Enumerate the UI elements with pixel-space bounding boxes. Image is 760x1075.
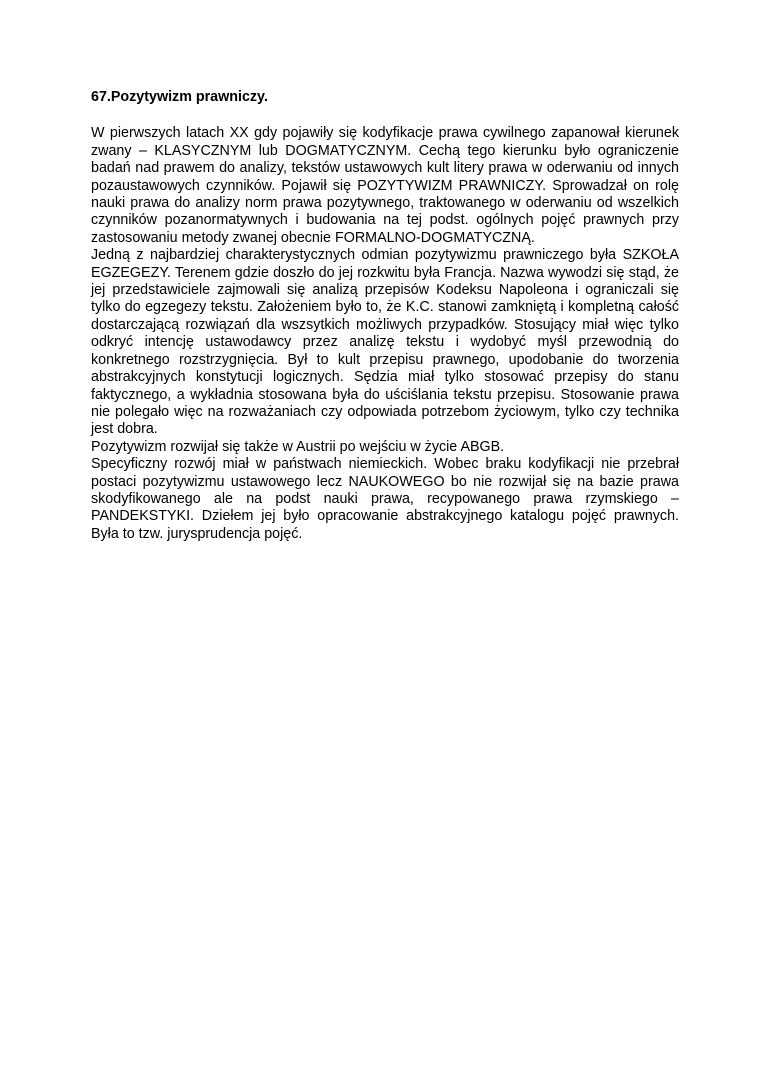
paragraph-3: Pozytywizm rozwijał się także w Austrii po wejściu w życie ABGB.: [91, 438, 505, 455]
paragraph-2: Jedną z najbardziej charakterystycznych odmian pozytywizmu prawniczego była SZKOŁA EGZEGEZY. Terenem gdzie doszło do jej rozkwitu była Francja. Nazwa wywodzi się stąd, że jej przedstawiciele zajmowali się analizą przepisów Kodeksu Napoleona i ograniczali się tylko do egzegezy tekstu. Założeniem było to, że K.C. stanowi zamkniętą i kompletną całość dostarczającą rozwiązań dla wszsytkich możliwych przypadków. Stosujący miał więc tylko odkryć intencję ustawodawcy przez analizę tekstu i wydobyć myśl przewodnią do konkretnego rozstrzygnięcia. Był to kult przepisu prawnego, upodobanie do tworzenia abstrakcyjnych konstytucji logicznych. Sędzia miał tylko stosować przepisy do stanu faktycznego, a wykładnia stosowana była do uściślania tekstu przepisu. Stosowanie prawa nie polegało więc na rozważaniach czy odpowiada potrzebom życiowym, tylko czy technika jest dobra.: [91, 247, 679, 438]
document-body: [91, 89, 679, 543]
paragraph-1: W pierwszych latach XX gdy pojawiły się kodyfikacje prawa cywilnego zapanował kierunek zwany – KLASYCZNYM lub DOGMATYCZNYM. Cechą tego kierunku było ograniczenie badań nad prawem do analizy, tekstów ustawowych kult litery prawa w oderwaniu od innych pozaustawowych czynników. Pojawił się POZYTYWIZM PRAWNICZY. Sprowadzał on rolę nauki prawa do analizy norm prawa pozytywnego, traktowanego w oderwaniu od wszelkich czynników pozanormatywnych i budowania na tej podst. ogólnych pojęć prawnych przy zastosowaniu metody zwanej obecnie FORMALNO-DOGMATYCZNĄ.: [91, 125, 679, 246]
paragraph-4: Specyficzny rozwój miał w państwach niemieckich. Wobec braku kodyfikacji nie przebrał postaci pozytywizmu ustawowego lecz NAUKOWEGO bo nie rozwijał się na bazie prawa skodyfikowanego ale na podst nauki prawa, recypowanego prawa rzymskiego – PANDEKSTYKI. Dziełem jej było opracowanie abstrakcyjnego katalogu pojęć prawnych. Była to tzw. jurysprudencja pojęć.: [91, 456, 679, 542]
document-title: 67.Pozytywizm prawniczy.: [91, 89, 268, 105]
